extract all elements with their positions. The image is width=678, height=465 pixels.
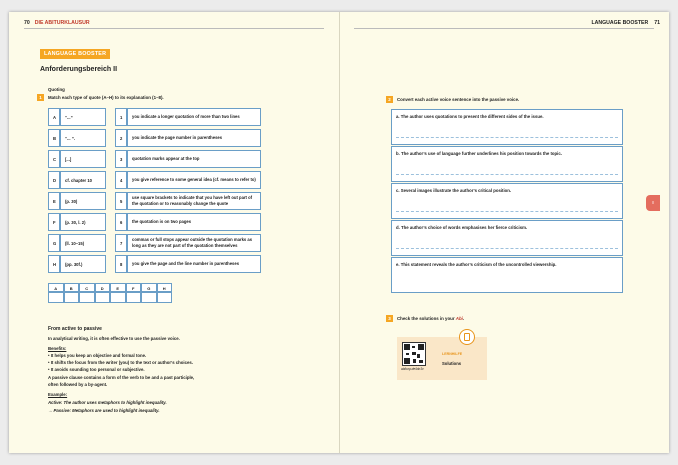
qr-solutions-label: Solutions [442,361,462,366]
explanation-text: you give reference to some general idea (cf. means to refer to) [127,171,261,189]
explanation-text: you indicate the page number in parentheses [127,129,261,147]
passive-exercise-box[interactable] [391,220,623,256]
quote-type: (p. 30) [60,192,106,210]
qr-level-label: LERNHILFE [442,352,463,356]
answer-letter-header: E [110,283,126,292]
passive-exercise-box[interactable] [391,183,623,219]
left-header-rule [24,28,324,29]
exercise-sentence: b. The author’s use of language further underlines his position towards the topic. [396,151,562,156]
example-active: Active: The author uses metaphors to highlight inequality. [48,400,167,405]
quote-type: “...” [60,108,106,126]
answer-input-cell[interactable] [126,292,142,303]
explanation-text: use square brackets to indicate that you have left out part of the quotation or to reasonably change the quote [127,192,261,210]
answer-input-cell[interactable] [79,292,95,303]
explanation-number: 2 [115,129,127,147]
passive-heading: From active to passive [48,326,102,332]
explanation-number: 8 [115,255,127,273]
answer-letter-header: G [141,283,157,292]
answer-input-cell[interactable] [48,292,64,303]
explanation-text: commas or full stops appear outside the quotation marks as long as they are not part of the quotation themselves [127,234,261,252]
explanation-text: quotation marks appear at the top [127,150,261,168]
quote-letter: F [48,213,60,231]
task-1-number: 1 [37,94,44,101]
answer-line [396,174,618,175]
left-running-title: DIE ABITURKLAUSUR [34,20,90,26]
explanation-text: the quotation is on two pages [127,213,261,231]
exercise-sentence: e. This statement reveals the author’s criticism of the uncontrolled viewership. [396,262,557,267]
answer-line [396,137,618,138]
task-3-number: 3 [386,315,393,322]
example-passive: → Passive: Metaphors are used to highlight inequality. [48,408,160,413]
quote-type: “... ”. [60,129,106,147]
explanation-number: 4 [115,171,127,189]
qr-card[interactable] [397,337,487,380]
quote-letter: D [48,171,60,189]
answer-letter-header: B [64,283,80,292]
explanation-text: you give the page and the line number in parentheses [127,255,261,273]
explanation-text: you indicate a longer quotation of more than two lines [127,108,261,126]
right-page-header [591,20,660,26]
benefit-item: • It helps you keep an objective and formal tone. [48,353,147,358]
task-2-number: 2 [386,96,393,103]
answer-letter-header: H [157,283,173,292]
example-label: Example: [48,392,68,397]
left-page-number: 70 [24,20,30,26]
chapter-side-tab[interactable]: I [646,195,660,211]
passive-exercise-box[interactable] [391,109,623,145]
passive-rule-line-1: A passive clause contains a form of the verb to be and a past participle, [48,375,195,380]
answer-input-cell[interactable] [157,292,173,303]
explanation-number: 5 [115,192,127,210]
passive-exercise-box[interactable] [391,146,623,182]
answer-input-cell[interactable] [141,292,157,303]
answer-letter-header: D [95,283,111,292]
smartphone-icon [459,329,475,345]
task-2-instruction: Convert each active voice sentence into the passive voice. [397,97,520,102]
exercise-sentence: d. The author’s choice of words emphasises her fierce criticism. [396,225,528,230]
left-page-header [24,20,90,26]
explanation-number: 1 [115,108,127,126]
explanation-number: 7 [115,234,127,252]
quote-type: (ll. 10–15) [60,234,106,252]
quote-type: cf. chapter 10 [60,171,106,189]
exercise-sentence: c. Several images illustrate the author’s critical position. [396,188,512,193]
quote-letter: C [48,150,60,168]
task-3-text: Check the solutions in your [397,316,456,321]
answer-input-cell[interactable] [110,292,126,303]
right-header-rule [354,28,654,29]
explanation-number: 6 [115,213,127,231]
qr-caption: abiturp.de/bln3v [401,367,424,371]
right-running-title: LANGUAGE BOOSTER [591,20,649,26]
task-1-instruction: Match each type of quote (A–H) to its explanation (1–8). [48,95,164,100]
quoting-heading: Quoting [48,87,65,92]
section-title: Anforderungsbereich II [40,66,118,73]
quote-type: (p. 30, l. 2) [60,213,106,231]
answer-input-cell[interactable] [64,292,80,303]
quote-letter: E [48,192,60,210]
benefit-item: • It avoids sounding too personal or subjective. [48,367,145,372]
quote-letter: B [48,129,60,147]
answer-input-cell[interactable] [95,292,111,303]
exercise-sentence: a. The author uses quotations to present the different sides of the issue. [396,114,544,119]
task-3-end: . [462,316,465,321]
quote-letter: H [48,255,60,273]
quote-letter: G [48,234,60,252]
answer-letter-header: A [48,283,64,292]
answer-letter-header: F [126,283,142,292]
right-page-number: 71 [654,20,660,26]
qr-code[interactable] [402,342,426,366]
section-tag: LANGUAGE BOOSTER [40,49,110,59]
brand-logo: Abi [455,316,463,321]
passive-exercise-box[interactable] [391,257,623,293]
passive-rule-line-2: often followed by a by-agent. [48,382,108,387]
benefits-label: Benefits: [48,346,67,351]
passive-intro: In analytical writing, it is often effective to use the passive voice. [48,336,180,341]
answer-letter-header: C [79,283,95,292]
quote-letter: A [48,108,60,126]
answer-line [396,248,618,249]
answer-line [396,211,618,212]
task-3-instruction [397,316,464,321]
quote-type: [...] [60,150,106,168]
page-gutter [339,12,340,453]
benefit-item: • It shifts the focus from the writer (you) to the text or author’s choices. [48,360,193,365]
explanation-number: 3 [115,150,127,168]
quote-type: (pp. 30f.) [60,255,106,273]
